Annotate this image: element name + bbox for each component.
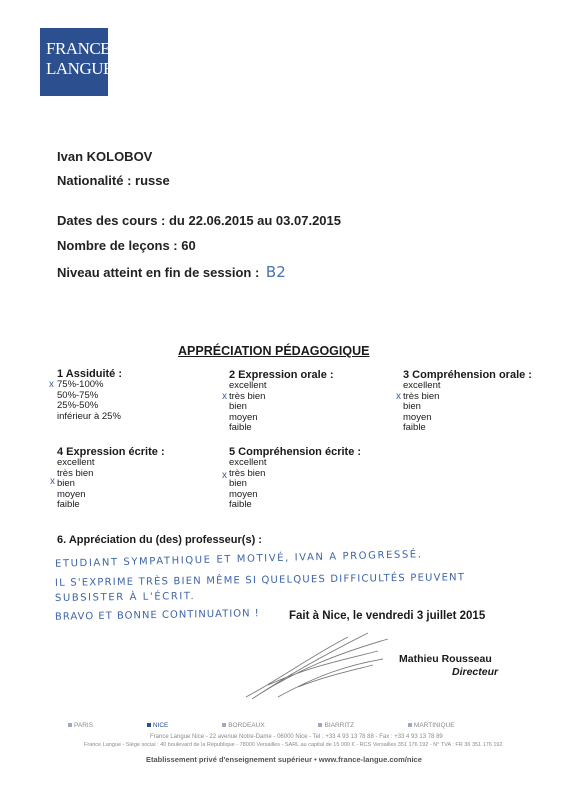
option: excellent <box>229 380 267 391</box>
level-label: Niveau atteint en fin de session : <box>57 265 260 280</box>
option: excellent <box>229 457 267 468</box>
option: très bien <box>57 467 94 479</box>
footer-city: MARTINIQUE <box>408 722 455 729</box>
student-name: Ivan KOLOBOV <box>57 149 153 164</box>
check-mark: x <box>222 391 227 402</box>
teacher-note-line: IL S'EXPRIME TRÈS BIEN MÊME SI QUELQUES DIFFICULTÉS PEUVENT <box>54 572 466 589</box>
appreciation-title: APPRÉCIATION PÉDAGOGIQUE <box>178 344 370 358</box>
check-mark: x <box>49 379 54 390</box>
footer-city: PARIS <box>68 722 93 729</box>
footer-tagline: Etablissement privé d'enseignement supérieur • www.france-langue.com/nice <box>146 755 422 764</box>
check-mark: x <box>222 470 227 481</box>
section-title: 5 Compréhension écrite : <box>229 446 362 458</box>
france-langue-logo <box>40 28 113 96</box>
option: moyen <box>229 488 258 500</box>
option: moyen <box>229 411 258 423</box>
course-dates: Dates des cours : du 22.06.2015 au 03.07.2015 <box>57 213 342 228</box>
section-comprehension-ecrite <box>229 446 361 511</box>
section-title: 2 Expression orale : <box>229 369 334 381</box>
signatory-role: Directeur <box>452 666 499 678</box>
option: très bien <box>229 390 266 402</box>
level-value: B2 <box>265 263 286 281</box>
section-title: 3 Compréhension orale : <box>403 369 532 381</box>
option: bien <box>229 401 247 413</box>
footer-city: BORDEAUX <box>222 722 264 729</box>
option: faible <box>57 499 80 511</box>
option: faible <box>229 499 252 511</box>
footer-cities <box>68 722 455 729</box>
teacher-note-line: BRAVO ET BONNE CONTINUATION ! <box>54 608 260 623</box>
option: faible <box>229 422 252 434</box>
option: excellent <box>403 380 441 391</box>
check-mark: x <box>396 391 401 402</box>
level-reached <box>57 263 286 281</box>
section-comprehension-orale <box>403 369 532 434</box>
footer-legal: France Langue - Siège social : 40 boulevard de la République - 78000 Versailles - SARL au capital de 15 000 € - RCS Versailles 351 176 192 - N° TVA : FR 36 351 176 192 <box>84 742 503 748</box>
footer-address: France Langue Nice - 22 avenue Notre-Dame - 06000 Nice - Tel : +33 4 93 13 78 88 - Fax : +33 4 93 13 78 89 <box>150 734 443 740</box>
section-expression-orale <box>229 369 334 434</box>
lesson-count: Nombre de leçons : 60 <box>57 238 196 253</box>
option: moyen <box>57 488 86 500</box>
footer-city: NICE <box>147 722 169 729</box>
teacher-note-line: ETUDIANT SYMPATHIQUE ET MOTIVÉ, IVAN A PROGRESSÉ. <box>54 549 423 570</box>
option: très bien <box>403 390 440 402</box>
student-nationality: Nationalité : russe <box>57 173 170 188</box>
option: très bien <box>229 467 266 479</box>
teacher-note-line: SUBSISTER À L'ÉCRIT. <box>54 591 196 604</box>
option: bien <box>403 401 421 413</box>
option: moyen <box>403 411 432 423</box>
check-mark: x <box>50 476 55 487</box>
section-expression-ecrite <box>57 446 165 511</box>
signatory-name: Mathieu Rousseau <box>399 653 492 665</box>
option: inférieur à 25% <box>57 410 121 422</box>
signature-scribble <box>238 625 398 705</box>
teacher-appreciation-title: 6. Appréciation du (des) professeur(s) : <box>57 534 262 546</box>
option: 25%-50% <box>57 400 99 412</box>
section-title: 1 Assiduité : <box>57 368 122 380</box>
section-title: 4 Expression écrite : <box>57 446 165 458</box>
section-assiduite <box>57 368 122 422</box>
option: bien <box>57 478 75 490</box>
footer-city: BIARRITZ <box>318 722 354 729</box>
option: 75%-100% <box>57 379 104 390</box>
logo-line-2: LANGUE <box>46 59 113 78</box>
option: excellent <box>57 457 95 468</box>
logo-line-1: FRANCE <box>46 39 111 58</box>
option: faible <box>403 422 426 434</box>
place-date: Fait à Nice, le vendredi 3 juillet 2015 <box>289 610 486 622</box>
option: bien <box>229 478 247 490</box>
option: 50%-75% <box>57 389 99 401</box>
